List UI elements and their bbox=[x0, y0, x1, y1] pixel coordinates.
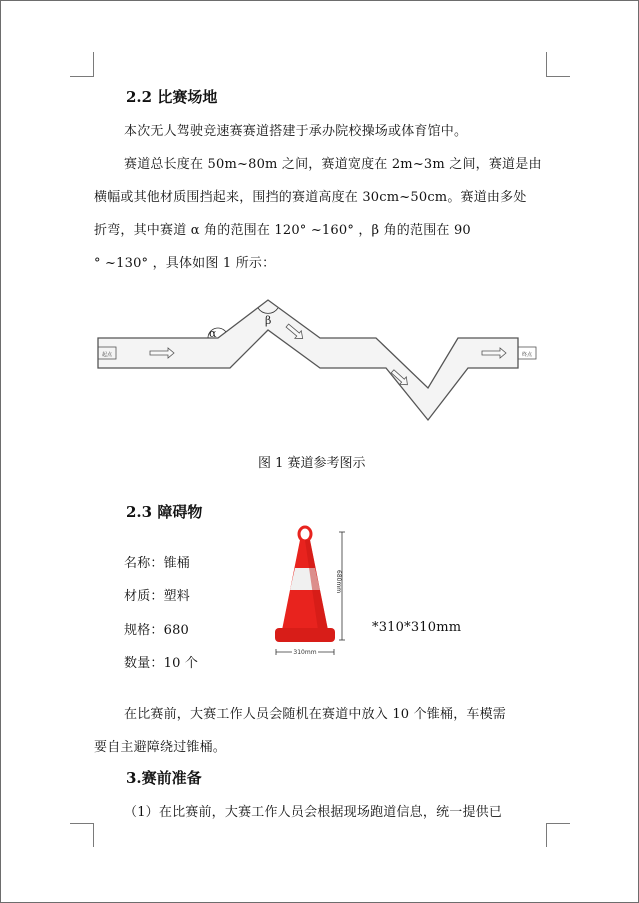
track-shape bbox=[98, 300, 518, 420]
section-3-para-line1: （1）在比赛前，大赛工作人员会根据现场跑道信息，统一提供已 bbox=[124, 805, 503, 820]
section-2-2-para2-line2: 横幅或其他材质围挡起来，围挡的赛道高度在 30cm~50cm。赛道由多处 bbox=[94, 190, 527, 205]
section-2-3-para-line1: 在比赛前，大赛工作人员会随机在赛道中放入 10 个锥桶，车模需 bbox=[124, 707, 507, 722]
traffic-cone-image bbox=[272, 522, 352, 662]
section-3-heading: 3.赛前准备 bbox=[126, 769, 202, 787]
section-2-2-para2-line3: 折弯，其中赛道 α 角的范围在 120° ~160° ，β 角的范围在 90 bbox=[94, 223, 471, 238]
section-2-2-para2-line4: ° ~130° ，具体如图 1 所示： bbox=[94, 256, 276, 271]
section-2-2-para2-line1: 赛道总长度在 50m~80m 之间，赛道宽度在 2m~3m 之间，赛道是由 bbox=[124, 157, 542, 172]
cone-spec-prefix: 规格：680 bbox=[124, 623, 190, 638]
start-label: 起点 bbox=[101, 352, 113, 358]
cone-height-label: 680mm bbox=[335, 570, 342, 594]
track-diagram bbox=[90, 290, 550, 430]
cone-material: 材质：塑料 bbox=[124, 589, 191, 604]
section-2-2-heading: 2.2 比赛场地 bbox=[126, 88, 218, 106]
figure-1-caption: 图 1 赛道参考图示 bbox=[258, 456, 366, 471]
cone-quantity: 数量：10 个 bbox=[124, 656, 199, 671]
section-2-2-para1: 本次无人驾驶竞速赛赛道搭建于承办院校操场或体育馆中。 bbox=[124, 124, 468, 139]
cone-name: 名称：锥桶 bbox=[124, 556, 191, 571]
cone-width-label: 310mm bbox=[293, 649, 317, 656]
section-2-3-para-line2: 要自主避障绕过锥桶。 bbox=[94, 740, 227, 755]
cone-top-ring bbox=[299, 527, 311, 541]
cone-base bbox=[275, 628, 335, 642]
alpha-label: α bbox=[209, 327, 217, 340]
beta-label: β bbox=[265, 314, 272, 327]
cone-spec-suffix: *310*310mm bbox=[372, 620, 462, 635]
end-label: 终点 bbox=[521, 352, 533, 358]
section-2-3-heading: 2.3 障碍物 bbox=[126, 503, 203, 521]
